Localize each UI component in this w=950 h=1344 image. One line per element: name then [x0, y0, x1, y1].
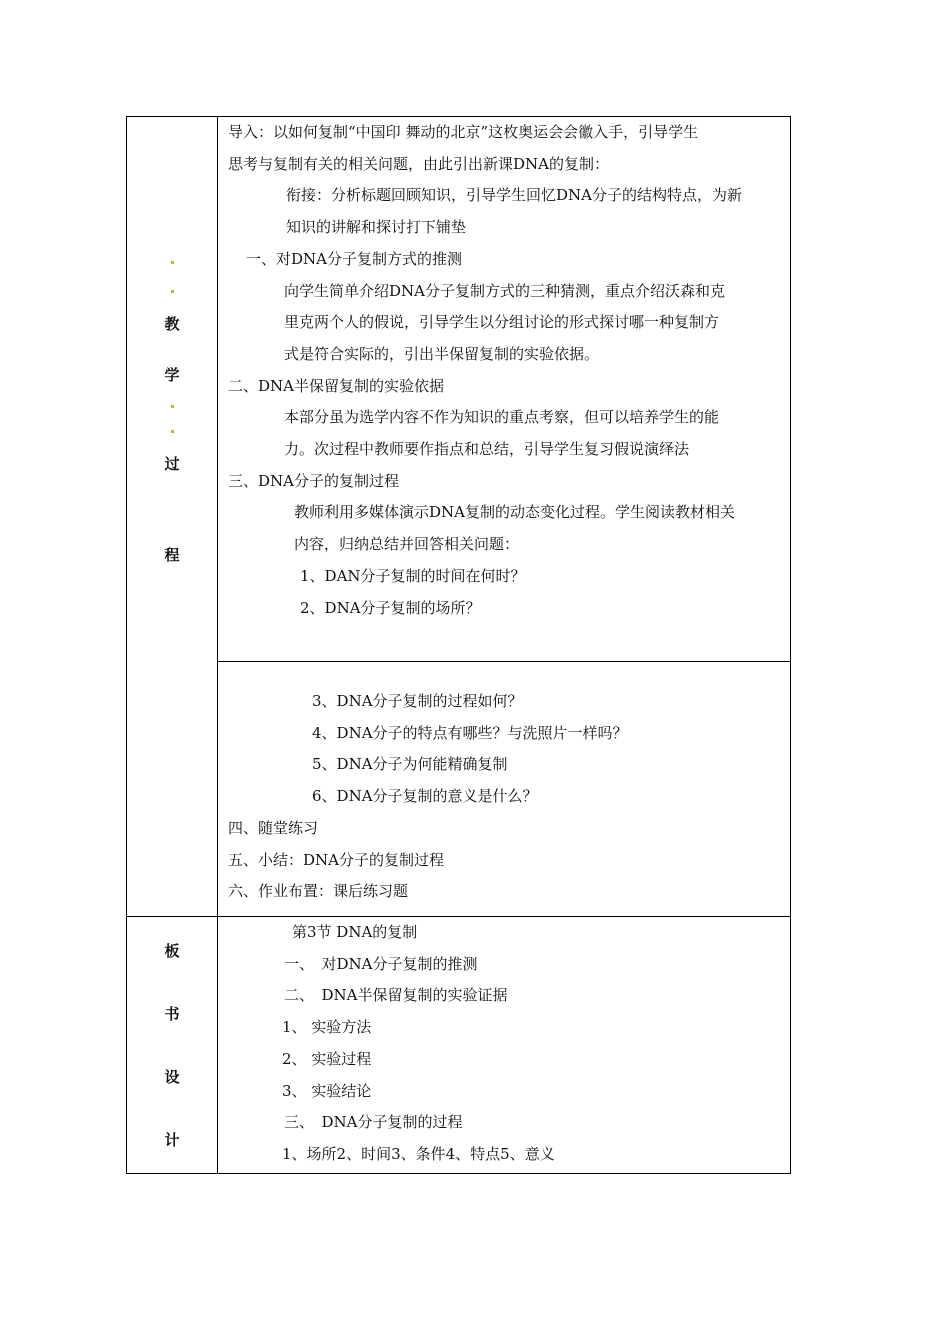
paragraph-line: 本部分虽为选学内容不作为知识的重点考察，但可以培养学生的能: [284, 408, 720, 427]
board-design-label: [127, 940, 217, 1150]
paragraph-line: 力。次过程中教师要作指点和总结，引导学生复习假说演绎法: [284, 440, 690, 459]
label-char: 过: [164, 454, 180, 473]
board-line: 三、 DNA分子复制的过程: [284, 1113, 463, 1132]
process-text-block-2: [218, 662, 790, 908]
board-line: 1、场所2、时间3、条件4、特点5、意义: [282, 1144, 555, 1163]
board-line: 1、 实验方法: [282, 1018, 372, 1037]
paragraph-line: 里克两个人的假说，引导学生以分组讨论的形式探讨哪一种复制方: [284, 313, 720, 332]
question-line: 5、DNA分子为何能精确复制: [312, 755, 508, 774]
section-heading: 四、随堂练习: [228, 818, 319, 837]
marker-dot: [171, 405, 174, 408]
section-heading: 六、作业布置：课后练习题: [228, 882, 409, 901]
paragraph-line: 教师利用多媒体演示DNA复制的动态变化过程。学生阅读教材相关: [294, 503, 735, 522]
marker-dot: [171, 261, 174, 264]
label-char: 学: [164, 365, 180, 384]
label-char: 书: [164, 1005, 180, 1023]
label-char: 教: [164, 314, 180, 333]
intro-line: 思考与复制有关的相关问题，由此引出新课DNA的复制：: [228, 154, 609, 173]
label-char: 设: [164, 1068, 180, 1086]
paragraph-line: 向学生简单介绍DNA分子复制方式的三种猜测，重点介绍沃森和克: [284, 281, 725, 300]
intro-line: 导入：以如何复制“中国印 舞动的北京”这枚奥运会会徽入手，引导学生: [228, 123, 699, 141]
question-line: 4、DNA分子的特点有哪些？与洗照片一样吗？: [312, 723, 628, 742]
teaching-process-content-part2: [218, 662, 791, 917]
section-heading: 一、对DNA分子复制方式的推测: [246, 249, 462, 268]
board-line: 3、 实验结论: [282, 1081, 372, 1100]
board-line: 二、 DNA半保留复制的实验证据: [284, 986, 508, 1005]
section-heading: 三、DNA分子的复制过程: [228, 471, 399, 490]
teaching-process-content-part1: [218, 117, 791, 662]
marker-dot: [171, 430, 174, 433]
teaching-process-label: [127, 261, 217, 565]
question-line: 2、DNA分子复制的场所？: [300, 598, 481, 617]
board-design-row: [127, 917, 791, 1174]
paragraph-line: 式是符合实际的，引出半保留复制的实验依据。: [284, 344, 600, 363]
board-design-content: [218, 917, 791, 1174]
question-line: 3、DNA分子复制的过程如何？: [312, 692, 523, 710]
question-line: 6、DNA分子复制的意义是什么？: [312, 787, 538, 806]
board-text-block: [218, 917, 790, 1171]
label-char: 计: [164, 1131, 180, 1149]
label-char: 板: [164, 942, 180, 960]
teaching-process-row: [127, 117, 791, 662]
process-text-block-1: [218, 117, 790, 624]
board-title: 第3节 DNA的复制: [292, 923, 418, 941]
transition-line: 衔接：分析标题回顾知识，引导学生回忆DNA分子的结构特点，为新: [286, 186, 742, 205]
board-design-label-cell: [127, 917, 218, 1174]
label-char: 程: [164, 545, 180, 564]
question-line: 1、DAN分子复制的时间在何时？: [300, 566, 526, 585]
lesson-plan-table: [126, 116, 791, 1174]
marker-dot: [171, 290, 174, 293]
section-heading: 五、小结：DNA分子的复制过程: [228, 850, 444, 869]
section-heading: 二、DNA半保留复制的实验依据: [228, 376, 444, 395]
paragraph-line: 内容，归纳总结并回答相关问题：: [294, 535, 520, 554]
teaching-process-label-cell: [127, 117, 218, 917]
board-line: 2、 实验过程: [282, 1049, 372, 1068]
teaching-process-row-continued: [127, 662, 791, 917]
transition-line: 知识的讲解和探讨打下铺垫: [286, 218, 467, 237]
board-line: 一、 对DNA分子复制的推测: [284, 954, 478, 973]
